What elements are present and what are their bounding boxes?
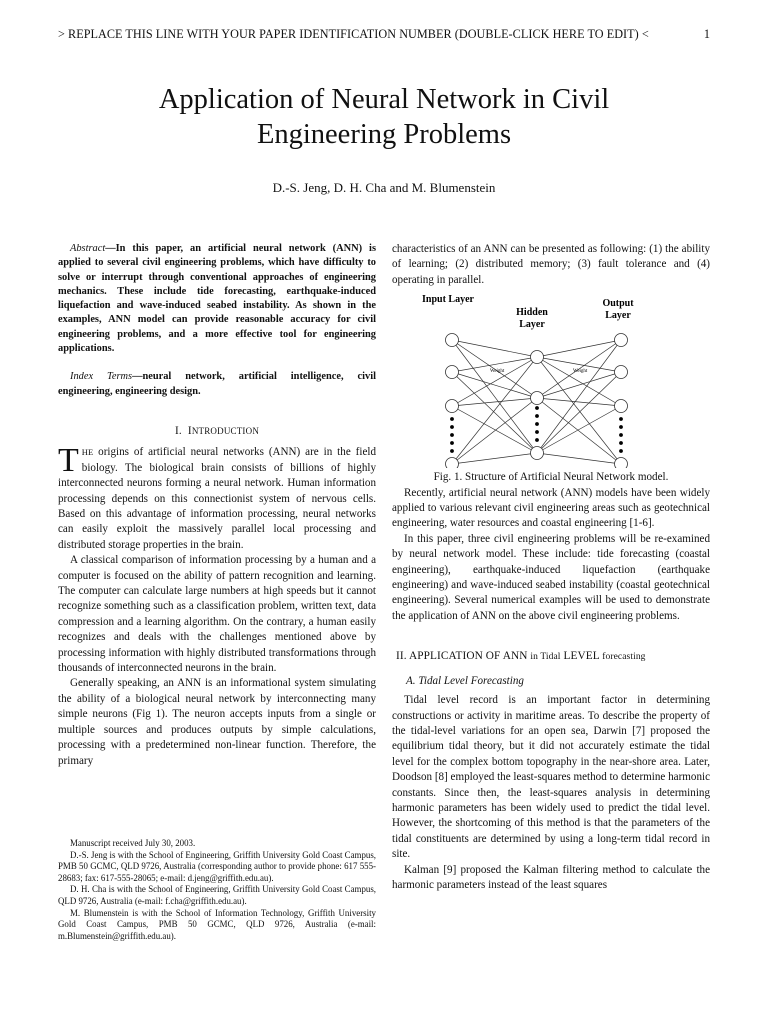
- ellipsis-dot: [450, 441, 454, 445]
- paper-title: [58, 82, 710, 152]
- intro-paragraph-3: Generally speaking, an ANN is an informational system simulating the ability of a biological neural network by interconnecting many simple neurons (Fig 1). The neuron accepts inputs from a single or multiple sources and produces outputs by simple calculations, processing with a predetermined non-linear function. Therefore, the primary: [58, 677, 376, 767]
- ellipsis-dot: [450, 449, 454, 453]
- figure-1-caption: Fig. 1. Structure of Artificial Neural Network model.: [433, 471, 669, 484]
- intro-paragraph-1: [58, 442, 376, 553]
- hidden-layer-label-1: Hidden: [516, 307, 548, 319]
- ann-connection: [452, 398, 537, 406]
- output-neuron: [615, 366, 628, 379]
- right-column: [392, 242, 710, 893]
- subsection-a-heading: A. Tidal Level Forecasting: [406, 674, 524, 687]
- ann-connection: [537, 340, 621, 453]
- hidden-neuron: [531, 392, 544, 405]
- section-1-title-rest: NTRODUCTION: [191, 425, 260, 436]
- authors: D.-S. Jeng, D. H. Cha and M. Blumenstein: [272, 180, 496, 195]
- running-head: [58, 27, 710, 42]
- ann-connection: [537, 372, 621, 453]
- section-2-head-part2: in Tidal: [530, 652, 561, 663]
- section-2-paragraph-2: Kalman [9] proposed the Kalman filtering method to calculate the harmonic parameters instead of the least squares: [392, 863, 710, 891]
- index-terms-text: —neural network, artificial intelligence, civil engineering, engineering design.: [58, 371, 377, 397]
- ann-connection: [537, 398, 621, 464]
- right-paragraph-recent: Recently, artificial neural network (ANN) models have been widely applied to various relevant civil engineering areas such as geotechnical engineering, water resources and coastal engineering [1-6].: [392, 486, 710, 530]
- output-neuron: [615, 400, 628, 413]
- ellipsis-dot: [535, 406, 539, 410]
- hidden-layer-label-2: Layer: [519, 319, 545, 331]
- ellipsis-dot: [619, 441, 623, 445]
- figure-1: [392, 290, 710, 468]
- output-neuron: [615, 334, 628, 347]
- input-neuron: [446, 366, 459, 379]
- footnote-cha: D. H. Cha is with the School of Engineering, Griffith University Gold Coast Campus, QLD 9726, Australia (e-mail: f.cha@griffith.edu.au).: [58, 884, 376, 906]
- input-layer-label: Input Layer: [422, 294, 474, 306]
- footnote-received: Manuscript received July 30, 2003.: [70, 838, 196, 848]
- ann-connection: [452, 398, 537, 464]
- ann-connection: [537, 372, 621, 398]
- hidden-neuron: [531, 351, 544, 364]
- ann-connection: [452, 453, 537, 464]
- ann-connection: [452, 406, 537, 453]
- footnote-jeng: D.-S. Jeng is with the School of Engineering, Griffith University Gold Coast Campus, PMB 50 GCMC, QLD 9726, Australia (corresponding author to provide phone: 617 555-28683; fax: 617-555-28065; e-mail: d.jeng@griffith.edu.au).: [58, 849, 376, 883]
- title-line-2: Engineering Problems: [256, 119, 512, 150]
- intro-paragraph-1-text: origins of artificial neural networks (ANN) are in the field biology. The biological brain consists of billions of highly interconnected neurons forming a neural network. Human information processing depends on this connectionist system of nervous cells. Based on this advantage of information processing, neural networks can easily exploit the massively parallel local processing and distributed storage properties in the brain.: [58, 446, 376, 551]
- drop-cap-rest: HE: [81, 447, 94, 458]
- title-line-1: Application of Neural Network in Civil: [158, 84, 610, 115]
- footnote-blumenstein: M. Blumenstein is with the School of Information Technology, Griffith University Gold Coast Campus, PMB 50 GCMC, QLD 9726, Australia (e-mail: m.Blumenstein@griffith.edu.au).: [58, 907, 376, 941]
- ann-connection: [452, 340, 537, 453]
- ellipsis-dot: [450, 433, 454, 437]
- section-2-heading: [392, 649, 710, 665]
- page-number: 1: [703, 27, 710, 41]
- hidden-neuron: [531, 447, 544, 460]
- section-2-head-part4: forecasting: [602, 652, 646, 663]
- input-neuron: [446, 400, 459, 413]
- running-head-text: > REPLACE THIS LINE WITH YOUR PAPER IDENTIFICATION NUMBER (DOUBLE-CLICK HERE TO EDIT) <: [58, 27, 649, 41]
- ellipsis-dot: [619, 425, 623, 429]
- ann-connection: [537, 406, 621, 453]
- section-2-paragraph-1: Tidal level record is an important factor in determining constructions or activity in maritime areas. To describe the property of the tidal-level variations for an open sea, Darwin [7] proposed the equilibrium tidal theory, but it did not accurately estimate the tidal level for the complex bottom topography in the near-shore area. Later, Doodson [8] employed the least-squares method to determine harmonic constants. Since then, the least-squares analysis in determining harmonic parameters has been widely used to predict the tidal level. However, the shortcoming of this method is that the parameters of the tidal constituents are determined by using a long-term tidal record in site.: [392, 694, 710, 861]
- abstract-label: Abstract: [70, 243, 106, 254]
- ellipsis-dot: [450, 425, 454, 429]
- ann-diagram: [392, 290, 710, 468]
- drop-cap: T: [58, 442, 79, 480]
- intro-paragraph-2: A classical comparison of information processing by a human and a computer is focused on the ability of pattern recognition and learning. The computer can calculate large numbers at high speeds but it cannot recognize something such as a classification problem, written text, data compression and a learning algorithm. On the contrary, a human easily recognizes and deals with the challenges mentioned above by processing information with highly distributed transformations through thousands of interconnected neurons in the brain.: [58, 554, 376, 675]
- right-paragraph-three-problems: In this paper, three civil engineering problems will be re-examined by neural network model. These include: tide forecasting (coastal engineering), earthquake-induced liquefaction (earthquake engineering) and wave-induced seabed instability (coastal geotechnical engineering). Several numerical examples will be used to demonstrate the application of ANN on the above civil engineering problems.: [392, 532, 710, 622]
- section-2-head-part1: II. APPLICATION OF ANN: [396, 650, 531, 663]
- ellipsis-dot: [450, 417, 454, 421]
- ann-connection: [452, 372, 537, 398]
- footnotes: [58, 838, 376, 942]
- input-neuron: [446, 458, 459, 469]
- ellipsis-dot: [619, 449, 623, 453]
- ann-connection: [537, 453, 621, 464]
- weight-label-right: Weight: [573, 369, 588, 375]
- ellipsis-dot: [619, 433, 623, 437]
- ellipsis-dot: [535, 422, 539, 426]
- abstract-text: —In this paper, an artificial neural network (ANN) is applied to several civil engineering problems, which have difficulty to solve or interrupt through conventional approaches of engineering mechanics. These include tide forecasting, earthquake-induced liquefaction and wave-induced seabed instability. As shown in the examples, ANN model can provide reasonable accuracy for civil engineering problems, and a more effective tool for engineering applications.: [58, 243, 376, 355]
- weight-label-left: Weight: [490, 369, 505, 375]
- output-neuron: [615, 458, 628, 469]
- section-1-numeral: I.: [174, 424, 182, 437]
- ann-connection: [452, 372, 537, 453]
- output-layer-label-1: Output: [602, 298, 634, 310]
- left-column: [58, 242, 376, 769]
- ellipsis-dot: [535, 438, 539, 442]
- index-terms-label: Index Terms: [70, 371, 133, 383]
- output-layer-label-2: Layer: [605, 310, 631, 322]
- ellipsis-dot: [535, 414, 539, 418]
- ann-connection: [537, 398, 621, 406]
- ann-ellipsis-dots: [450, 406, 623, 453]
- section-2-head-part3: LEVEL: [560, 650, 603, 663]
- index-terms: [58, 370, 376, 399]
- abstract: [58, 242, 376, 356]
- section-1-title-cap: I: [187, 424, 192, 437]
- ellipsis-dot: [535, 430, 539, 434]
- section-1-heading: [58, 424, 376, 439]
- right-paragraph-continued: characteristics of an ANN can be presented as following: (1) the ability of learning; (2) distributed memory; (3) fault tolerance and (4) operating in parallel.: [392, 243, 710, 286]
- input-neuron: [446, 334, 459, 347]
- ellipsis-dot: [619, 417, 623, 421]
